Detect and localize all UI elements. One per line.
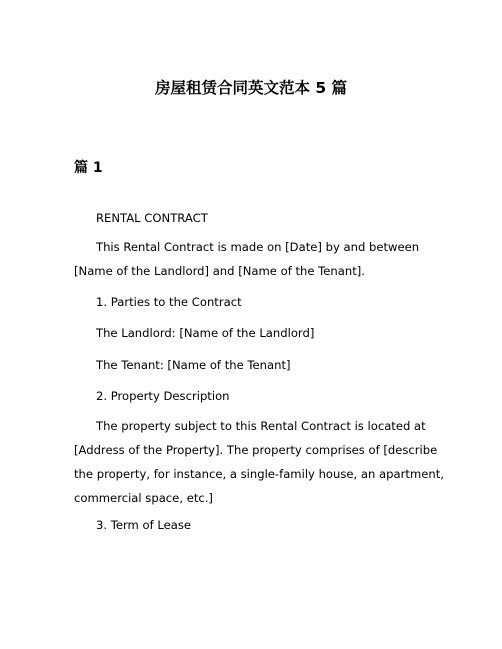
paragraph-line: [Address of the Property]. The property comprises of [describe <box>74 443 438 457</box>
paragraph-property-description <box>74 414 444 510</box>
paragraph-line: 1. Parties to the Contract <box>96 295 242 309</box>
section-heading: 篇 1 <box>74 160 103 176</box>
paragraph-line: the property, for instance, a single-family house, an apartment, <box>74 467 444 481</box>
paragraph-line: 2. Property Description <box>96 389 230 403</box>
paragraph-line: [Name of the Landlord] and [Name of the Tenant]. <box>74 264 365 278</box>
paragraph-line: commercial space, etc.] <box>74 491 213 505</box>
paragraph-contract-intro <box>74 235 434 283</box>
paragraph-parties-heading <box>74 290 434 314</box>
paragraph-line: The property subject to this Rental Contract is located at <box>96 419 426 433</box>
paragraph-line: RENTAL CONTRACT <box>96 211 208 225</box>
paragraph-property-description-heading <box>74 384 434 408</box>
paragraph-line: 3. Term of Lease <box>96 518 192 532</box>
paragraph-rental-contract-title <box>74 206 434 230</box>
paragraph-tenant <box>74 353 434 377</box>
paragraph-line: This Rental Contract is made on [Date] by and between <box>96 240 420 254</box>
paragraph-landlord <box>74 321 434 345</box>
paragraph-term-of-lease-heading <box>74 513 434 537</box>
document-title: 房屋租赁合同英文范本 5 篇 <box>154 79 348 97</box>
paragraph-line: The Tenant: [Name of the Tenant] <box>96 358 291 372</box>
paragraph-line: The Landlord: [Name of the Landlord] <box>96 326 315 340</box>
